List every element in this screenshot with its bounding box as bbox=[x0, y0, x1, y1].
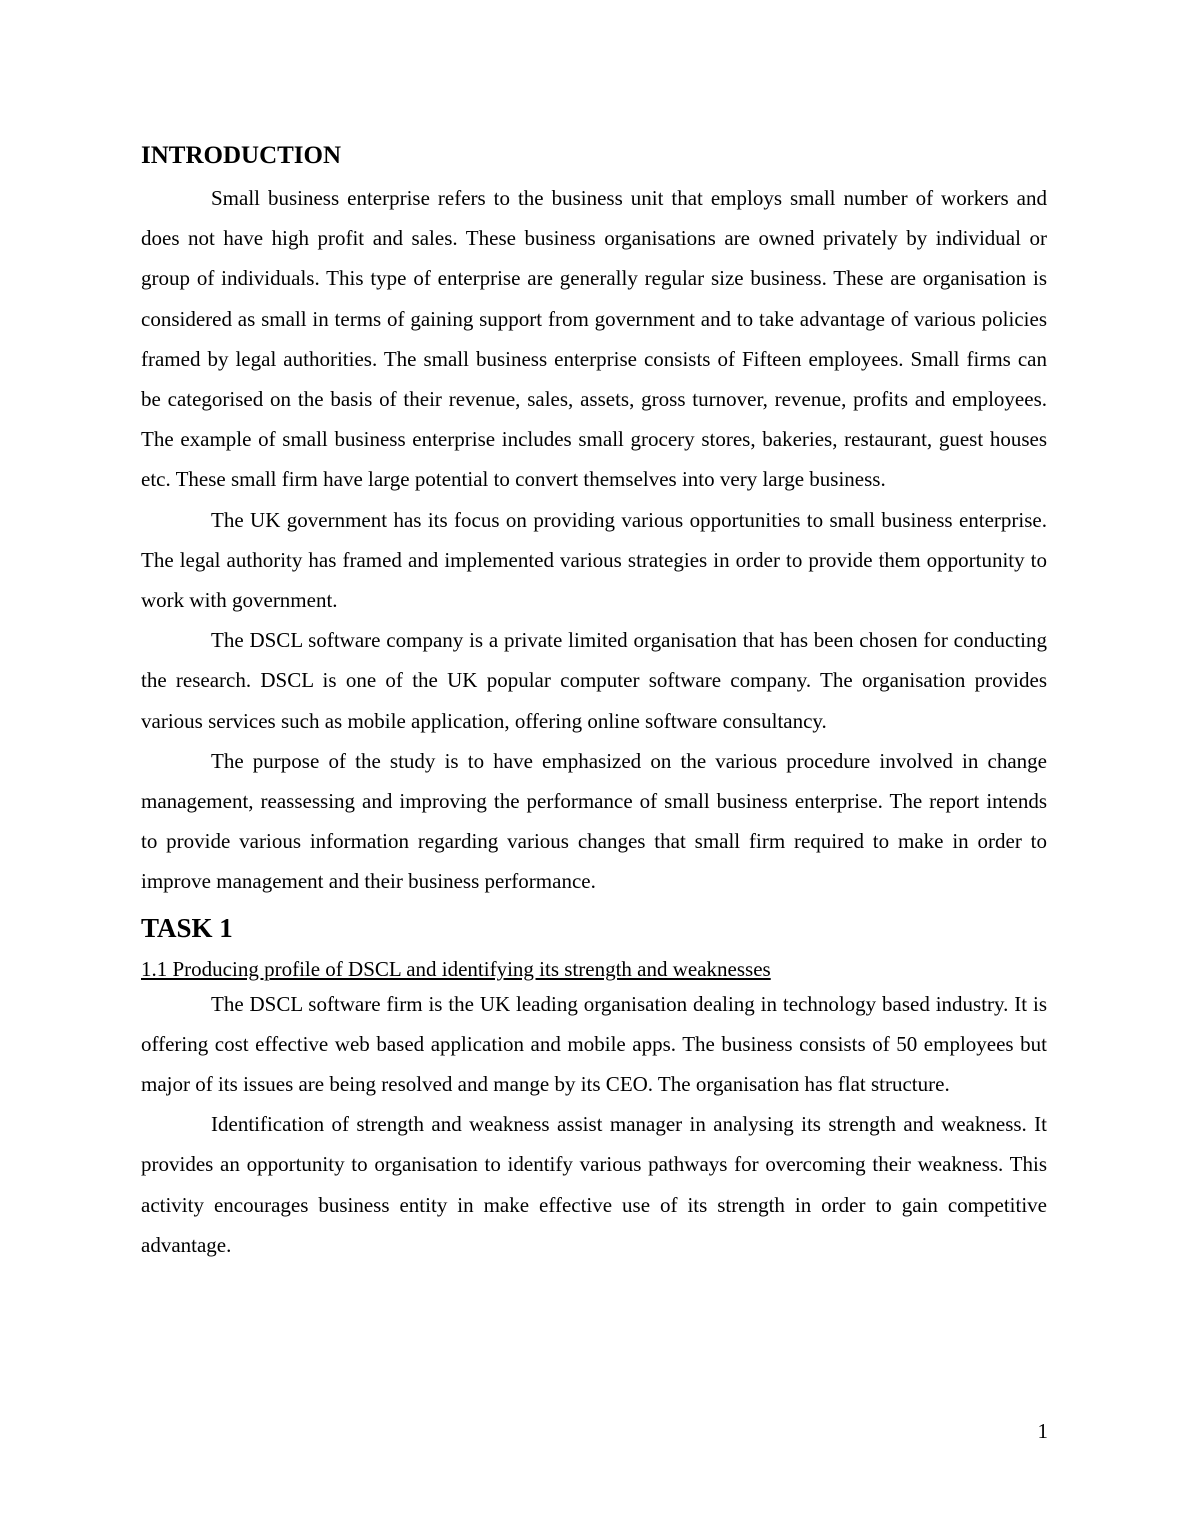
task-1-heading: TASK 1 bbox=[141, 912, 233, 943]
introduction-heading: INTRODUCTION bbox=[141, 142, 342, 169]
task-1-1-subheading: 1.1 Producing profile of DSCL and identifying its strength and weaknesses bbox=[141, 956, 771, 981]
intro-paragraph-1: Small business enterprise refers to the business unit that employs small number of workers and does not have high profit and sales. These business organisations are owned privately by individual or group of individuals. This type of enterprise are generally regular size business. These are organisation is considered as small in terms of gaining support from government and to take advantage of various policies framed by legal authorities. The small business enterprise consists of Fifteen employees. Small firms can be categorised on the basis of their revenue, sales, assets, gross turnover, revenue, profits and employees. The example of small business enterprise includes small grocery stores, bakeries, restaurant, guest houses etc. These small firm have large potential to convert themselves into very large business. bbox=[141, 186, 1047, 492]
page-number: 1 bbox=[1037, 1419, 1048, 1443]
task-paragraph-2: Identification of strength and weakness assist manager in analysing its strength and weakness. It provides an opportunity to organisation to identify various pathways for overcoming their weakness. This activity encourages business entity in make effective use of its strength in order to gain competitive advantage. bbox=[141, 1112, 1047, 1257]
intro-paragraph-4: The purpose of the study is to have emphasized on the various procedure involved in change management, reassessing and improving the performance of small business enterprise. The report intends to provide various information regarding various changes that small firm required to make in order to improve management and their business performance. bbox=[141, 748, 1047, 894]
intro-paragraph-3: The DSCL software company is a private limited organisation that has been chosen for conducting the research. DSCL is one of the UK popular computer software company. The organisation provides various services such as mobile application, offering online software consultancy. bbox=[141, 628, 1047, 733]
page-content bbox=[141, 138, 1047, 1265]
task-paragraph-1: The DSCL software firm is the UK leading organisation dealing in technology based industry. It is offering cost effective web based application and mobile apps. The business consists of 50 employees but major of its issues are being resolved and mange by its CEO. The organisation has flat structure. bbox=[141, 991, 1047, 1097]
intro-paragraph-2: The UK government has its focus on providing various opportunities to small business enterprise. The legal authority has framed and implemented various strategies in order to provide them opportunity to work with government. bbox=[141, 507, 1047, 613]
